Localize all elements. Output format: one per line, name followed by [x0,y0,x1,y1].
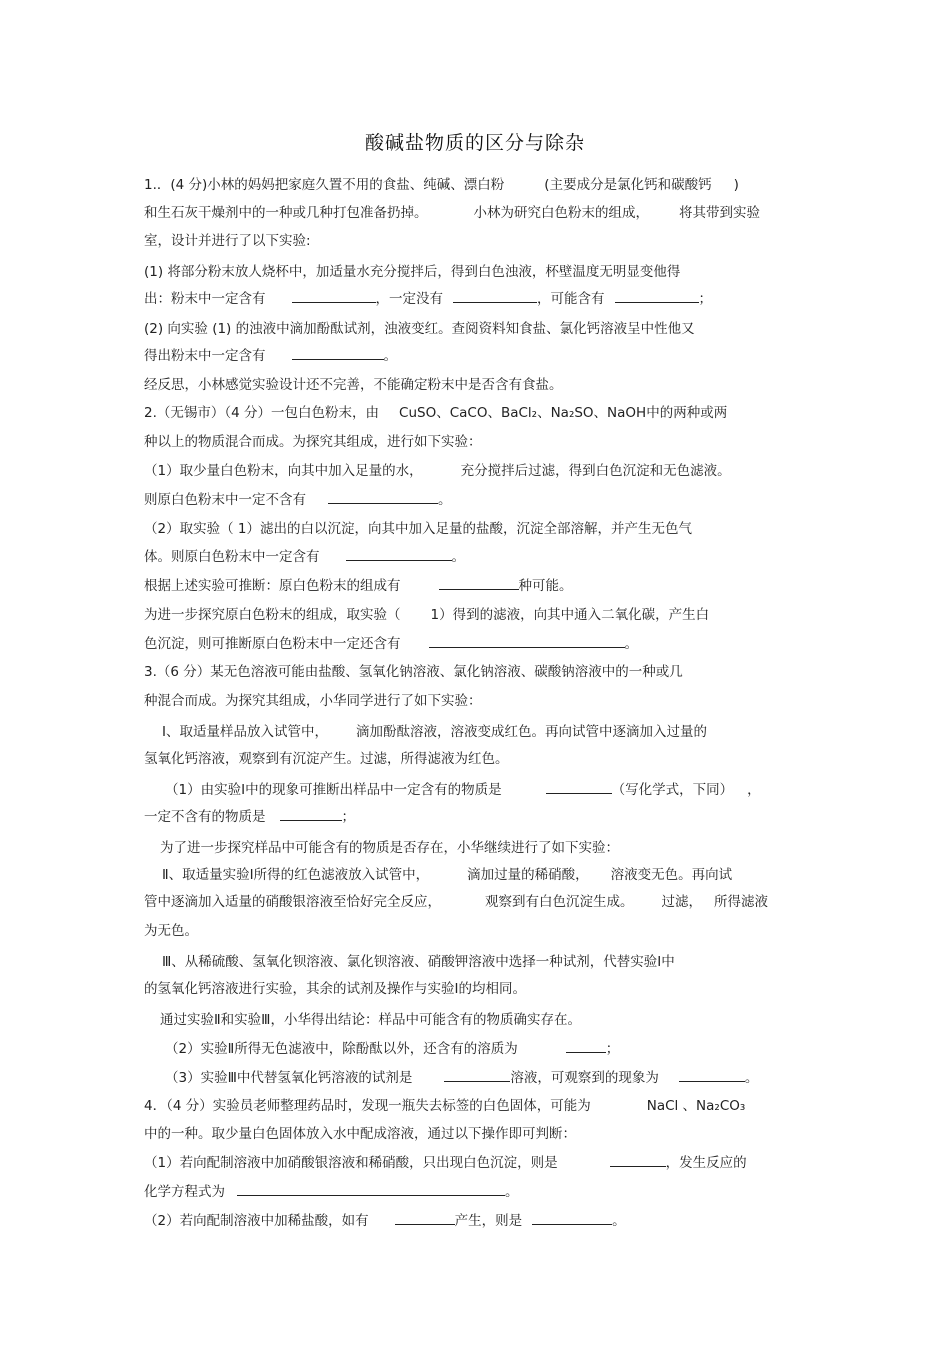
q3-text: （2）实验Ⅱ所得无色滤液中，除酚酞以外，还含有的溶质为 [165,1041,518,1057]
q4-text: （1）若向配制溶液中加硝酸银溶液和稀硝酸，只出现白色沉淀，则是 [144,1155,558,1171]
q3-text: （3）实验Ⅲ中代替氢氧化钙溶液的试剂是 [165,1070,413,1086]
q3-line-11: Ⅲ、从稀硫酸、氢氧化钡溶液、氯化钡溶液、硝酸钾溶液中选择一种试剂，代替实验Ⅰ中 [162,954,675,970]
q1-line-5 [144,290,712,308]
q4-line-1 [144,1097,745,1115]
q1-text: 将其带到实验 [679,205,760,221]
q3-line-6 [144,808,355,826]
q4-text: 。 [505,1184,519,1200]
q4-line-5 [144,1212,626,1230]
q2-text: 则原白色粉末中一定不含有 [144,492,306,508]
q2-text: 。 [624,636,638,652]
q3-text: 滴加酚酞溶液，溶液变成红色。再向试管中逐滴加入过量的 [355,724,707,740]
q2-text: 2.（无锡市）（4 分）一包白色粉末，由 [144,405,380,421]
q1-text: 出：粉末中一定含有 [144,291,266,307]
q3-line-14 [165,1040,619,1058]
q3-text: （1）由实验Ⅰ中的现象可推断出样品中一定含有的物质是 [165,782,502,798]
q2-text: （1）取少量白色粉末，向其中加入足量的水， [144,463,423,479]
q3-line-7: 为了进一步探究样品中可能含有的物质是否存在，小华继续进行了如下实验： [160,840,619,856]
q1-line-7 [144,347,397,365]
q3-text: 溶液，可观察到的现象为 [510,1070,659,1086]
q3-text: ； [341,809,355,825]
q4-line-2: 中的一种。取少量白色固体放入水中配成溶液，通过以下操作即可判断： [144,1126,576,1142]
answer-blank[interactable] [610,1154,666,1167]
q4-line-4 [144,1183,519,1201]
q2-line-5: （2）取实验（ 1）滤出的白以沉淀，向其中加入足量的盐酸，沉淀全部溶解，并产生无色气 [144,521,692,537]
q3-line-5 [165,781,761,799]
answer-blank[interactable] [237,1183,505,1196]
answer-blank[interactable] [280,808,342,821]
q2-text: 种可能。 [518,578,573,594]
answer-blank[interactable] [444,1069,510,1082]
q3-line-1: 3.（6 分）某无色溶液可能由盐酸、氢氧化钠溶液、氯化钠溶液、碳酸钠溶液中的一种或几 [144,664,683,680]
q2-text: 。 [451,549,465,565]
q2-line-4 [144,491,452,509]
q3-text: ； [605,1041,620,1057]
q1-text: 。 [383,348,397,364]
q1-text: 1.．(4 分)小林的妈妈把家庭久置不用的食盐、纯碱、漂白粉 [144,177,505,193]
q3-line-13: 通过实验Ⅱ和实验Ⅲ，小华得出结论：样品中可能含有的物质确实存在。 [160,1012,581,1028]
q1-line-3: 室，设计并进行了以下实验: [144,233,311,249]
q2-line-3 [144,462,731,480]
q3-text: 溶液变无色。再向试 [610,867,733,883]
q3-line-3 [162,723,707,741]
q4-text: 4．（4 分）实验员老师整理药品时，发现一瓶失去标签的白色固体，可能为 [144,1098,591,1114]
q3-line-12: 的氢氧化钙溶液进行实验，其余的试剂及操作与实验Ⅰ的均相同。 [144,981,526,997]
q2-line-7 [144,577,573,595]
answer-blank[interactable] [532,1212,612,1225]
q3-text: Ⅱ、取适量实验Ⅰ所得的红色滤液放入试管中， [162,867,430,883]
q4-text: 化学方程式为 [144,1184,225,1200]
page-title: 酸碱盐物质的区分与除杂 [364,132,585,154]
q3-text: 。 [744,1070,759,1086]
answer-blank[interactable] [346,548,452,561]
q2-text: 1）得到的滤液，向其中通入二氧化碳，产生白 [430,607,710,623]
answer-blank[interactable] [453,290,537,303]
q3-line-8 [162,866,732,884]
q3-line-4: 氢氧化钙溶液，观察到有沉淀产生。过滤，所得滤液为红色。 [144,751,509,767]
q2-text: 为进一步探究原白色粉末的组成，取实验（ [144,607,401,623]
q2-line-6 [144,548,465,566]
q4-line-3 [144,1154,747,1172]
q2-text: 根据上述实验可推断：原白色粉末的组成有 [144,578,401,594]
q2-text: 中的两种或两 [646,405,728,421]
q4-text: 。 [612,1213,626,1229]
q1-text: 得出粉末中一定含有 [144,348,266,364]
q3-line-15 [165,1069,758,1087]
q2-formulas: CuSO、CaCO、BaCl₂、Na₂SO、NaOH [399,405,647,421]
q4-text: （2）若向配制溶液中加稀盐酸，如有 [144,1213,369,1229]
q1-line-2 [144,204,760,222]
q2-text: 充分搅拌后过滤，得到白色沉淀和无色滤液。 [460,463,731,479]
q1-line-6: (2) 向实验 (1) 的浊液中滴加酚酞试剂，浊液变红。查阅资料知食盐、氯化钙溶液呈中性他又 [144,321,695,337]
q3-text: 过滤， [661,894,702,910]
q3-text: 管中逐滴加入适量的硝酸银溶液至恰好完全反应， [144,894,441,910]
q3-text: 所得滤液 [714,894,768,910]
q1-line-1 [144,176,739,194]
q1-text: ) [733,177,739,193]
q2-text: 色沉淀，则可推断原白色粉末中一定还含有 [144,636,401,652]
q3-line-9 [144,893,768,911]
q1-text: ，可能含有 [537,291,605,307]
q1-text: (主要成分是氯化钙和碳酸钙 [544,177,712,193]
q3-text: Ⅰ、取适量样品放入试管中， [162,724,328,740]
q1-line-8: 经反思，小林感觉实验设计还不完善，不能确定粉末中是否含有食盐。 [144,377,563,393]
q3-text: 一定不含有的物质是 [144,809,266,825]
q1-text: ； [698,291,712,307]
q3-text: 滴加过量的稀硝酸， [467,867,589,883]
answer-blank[interactable] [292,347,384,360]
answer-blank[interactable] [292,290,376,303]
q2-line-8 [144,606,709,624]
q1-line-4: (1) 将部分粉末放人烧杯中，加适量水充分搅拌后，得到白色浊液，杯壁温度无明显变他得 [144,264,681,280]
q4-formulas: NaCl 、Na₂CO₃ [646,1098,746,1114]
q2-text: 。 [438,492,452,508]
answer-blank[interactable] [328,491,438,504]
answer-blank[interactable] [566,1040,606,1053]
q3-text: （写化学式，下同） [611,782,734,798]
q1-text: ，一定没有 [375,291,443,307]
q2-text: 体。则原白色粉末中一定含有 [144,549,320,565]
q1-text: 小林为研究白色粉末的组成， [473,205,649,221]
answer-blank[interactable] [546,781,612,794]
q3-text: ， [747,782,761,798]
answer-blank[interactable] [429,635,625,648]
q2-line-1 [144,404,727,422]
answer-blank[interactable] [395,1212,455,1225]
q4-text: ，发生反应的 [665,1155,747,1171]
q1-text: 和生石灰干燥剂中的一种或几种打包准备扔掉。 [144,205,428,221]
q3-text: 观察到有白色沉淀生成。 [485,894,634,910]
answer-blank[interactable] [439,577,519,590]
q2-line-9 [144,635,638,653]
answer-blank[interactable] [615,290,699,303]
q3-line-2: 种混合而成。为探究其组成，小华同学进行了如下实验： [144,693,482,709]
q3-line-10: 为无色。 [144,923,198,939]
answer-blank[interactable] [679,1069,745,1082]
q4-text: 产生，则是 [454,1213,523,1229]
q2-line-2: 种以上的物质混合而成。为探究其组成，进行如下实验： [144,434,482,450]
